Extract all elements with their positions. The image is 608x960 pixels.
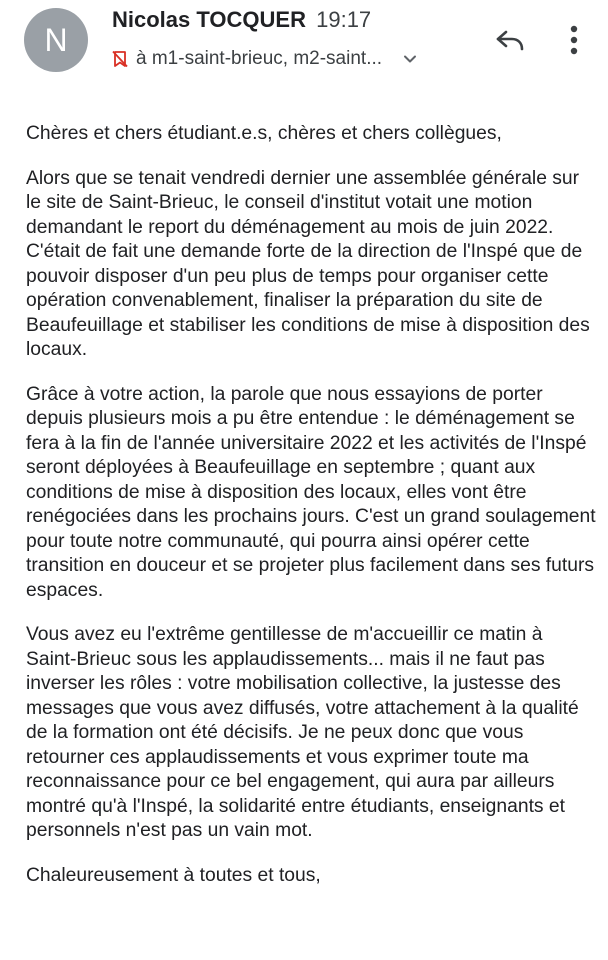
message-paragraph: Alors que se tenait vendredi dernier une assemblée générale sur le site de Saint-Brieuc, le conseil d'institut votait une motion demandant le report du déménagement au mois de juin 2022. C'était de fait une demande forte de la direction de l'Inspé que de pouvoir disposer d'un peu plus de temps pour organiser cette opération convenablement, finaliser la préparation du site de Beaufeuillage et stabiliser les conditions de mise à disposition des locaux. bbox=[26, 167, 590, 360]
more-vert-icon bbox=[570, 25, 578, 60]
message-greeting: Chères et chers étudiant.e.s, chères et chers collègues, bbox=[26, 123, 502, 144]
message-paragraph: Grâce à votre action, la parole que nous essayions de porter depuis plusieurs mois a pu être entendue : le déménagement se fera à la fin de l'année universitaire 2022 et les activités de l'Inspé seront déployées à Beaufeuillage en septembre ; quant aux conditions de mise à disposition des locaux, elles vont être renégociées dans les prochains jours. C'est un grand soulagement pour toute notre communauté, qui pourra ainsi opérer cette transition en douceur et se projeter plus facilement dans ses futurs espaces. bbox=[26, 383, 596, 601]
message-closing: Chaleureusement à toutes et tous, bbox=[26, 864, 321, 886]
sender-name[interactable]: Nicolas TOCQUER bbox=[112, 7, 306, 32]
message-body bbox=[26, 122, 596, 908]
label-off-icon bbox=[112, 50, 128, 68]
chevron-down-icon[interactable] bbox=[400, 49, 420, 69]
sender-avatar[interactable]: N bbox=[24, 8, 88, 72]
sender-line bbox=[112, 6, 371, 34]
message-paragraph: Vous avez eu l'extrême gentillesse de m'accueillir ce matin à Saint-Brieuc sous les applaudissements... mais il ne faut pas inverser les rôles : votre mobilisation collective, la justesse des messages que vous avez diffusés, votre attachement à la qualité de la formation ont été décisifs. Je ne peux donc que vous retourner ces applaudissements et vous exprimer toute ma reconnaissance pour ce bel engagement, qui aura par ailleurs montré qu'à l'Inspé, la solidarité entre étudiants, enseignants et personnels n'est pas un vain mot. bbox=[26, 624, 579, 841]
reply-button[interactable] bbox=[490, 22, 530, 62]
recipients-toggle[interactable] bbox=[112, 46, 420, 72]
reply-icon bbox=[495, 28, 525, 57]
recipients-summary: à m1-saint-brieuc, m2-saint... bbox=[136, 48, 383, 69]
more-options-button[interactable] bbox=[556, 22, 592, 62]
message-header bbox=[0, 0, 608, 90]
message-time: 19:17 bbox=[316, 7, 372, 32]
